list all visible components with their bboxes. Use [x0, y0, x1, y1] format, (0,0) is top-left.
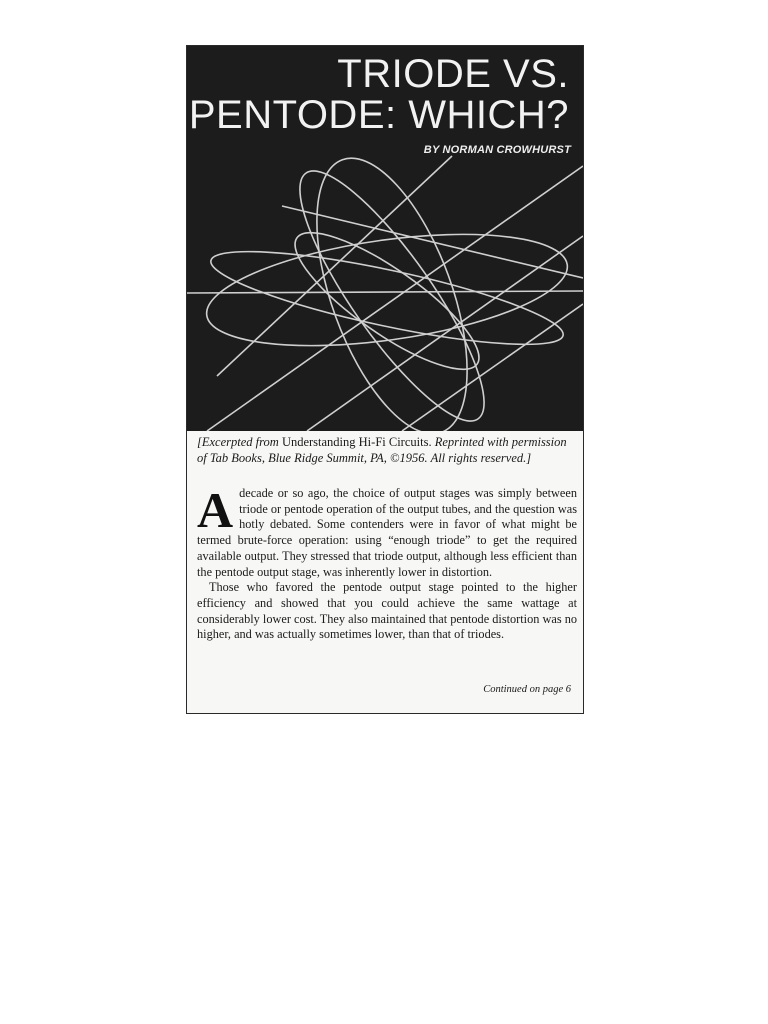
title-line-2: PENTODE: WHICH?: [188, 93, 569, 137]
diagonal-line: [217, 156, 452, 376]
article-clipping: [186, 45, 584, 714]
article-title: [189, 54, 569, 136]
title-line-1: TRIODE VS.: [337, 52, 569, 96]
diagonal-line: [207, 166, 583, 431]
excerpt-book-title: Understanding Hi-Fi Circuits.: [281, 435, 432, 449]
drop-cap: A: [197, 482, 234, 538]
byline: BY NORMAN CROWHURST: [423, 144, 571, 156]
diagonal-line: [402, 304, 583, 431]
paragraph-2: Those who favored the pentode output stage pointed to the higher efficiency and showed that you could achieve the same wattage at considerably lower cost. They also maintained that pentode distortion was no higher, and was actually sometimes lower, than that of triodes.: [197, 580, 577, 642]
lissajous-ellipse: [205, 233, 569, 363]
paragraph-1-text: decade or so ago, the choice of output stages was simply between triode or pentode operation of the output tubes, and the question was hotly debated. Some contenders were in favor of what might be termed brute-force operation: using “enough triode” to get the required available output. They stressed that triode output, although less efficient than the pentode output stage, was inherently lower in distortion.: [197, 486, 577, 579]
lissajous-ellipse: [286, 139, 498, 431]
excerpt-note: [197, 434, 577, 466]
horizontal-axis-line: [187, 291, 583, 293]
continued-note: Continued on page 6: [483, 684, 571, 695]
excerpt-open: [Excerpted from: [197, 435, 282, 449]
lissajous-ellipse: [279, 212, 496, 391]
article-body: [197, 482, 577, 643]
paragraph-1: [197, 482, 577, 580]
excerpt-permission: Reprinted with permission of Tab Books, Blue Ridge Summit, PA, ©1956. All rights reserved.]: [197, 435, 567, 465]
header-illustration: [187, 46, 583, 431]
